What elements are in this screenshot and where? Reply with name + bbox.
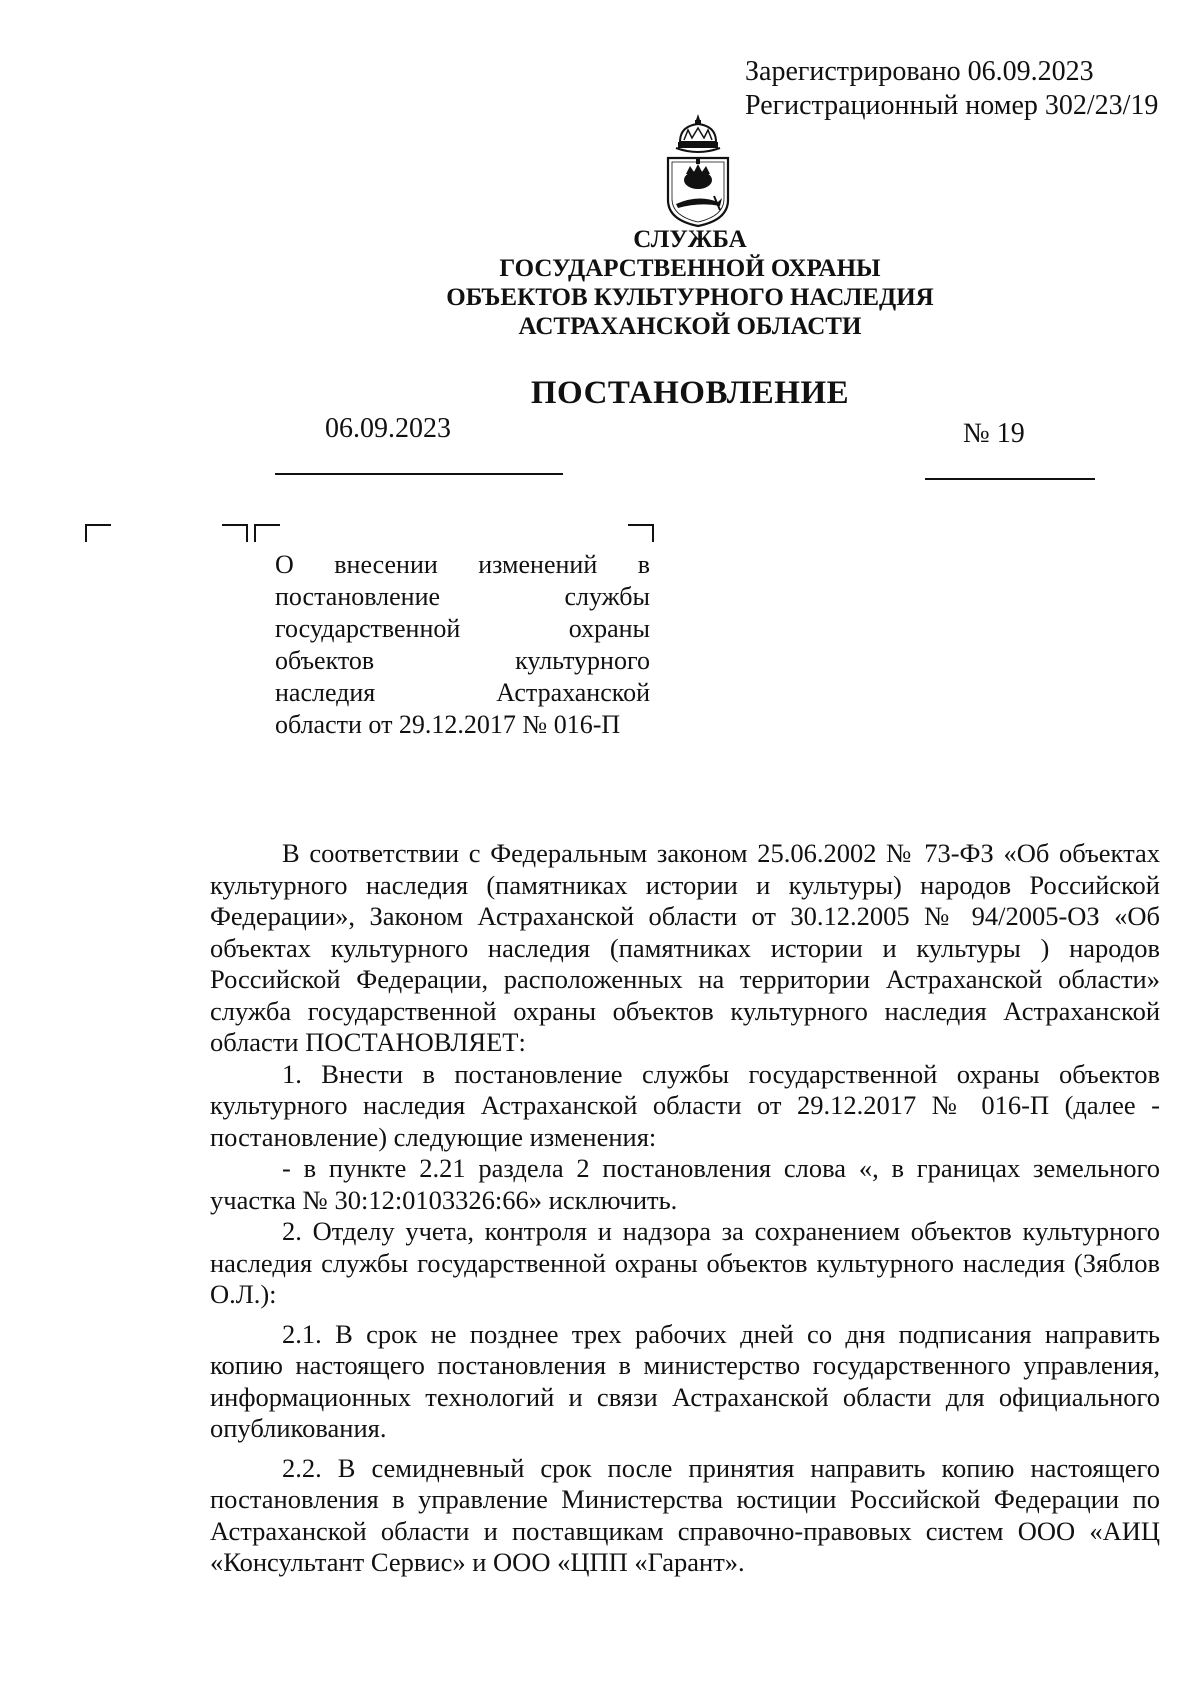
preamble-paragraph: В соответствии с Федеральным законом 25.06.2002 № 73-ФЗ «Об объектах культурного наследия (памятниках истории и культуры) народов Российской Федерации», Законом Астраханской области от 30.12.2005 № 94/2005-ОЗ «Об объектах культурного наследия (памятниках истории и культуры ) народов Российской Федерации, расположенных на территории Астраханской области» служба государственной охраны объектов культурного наследия Астраханской области ПОСТАНОВЛЯЕТ: xyxy=(210,838,1160,1057)
document-subject xyxy=(275,549,650,741)
item-1-paragraph: 1. Внести в постановление службы государственной охраны объектов культурного наследия Астраханской области от 29.12.2017 № 016-П (далее - постановление) следующие изменения: xyxy=(210,1058,1160,1152)
date-underline xyxy=(275,473,563,475)
organization-line-2: ГОСУДАРСТВЕННОЙ ОХРАНЫ xyxy=(499,255,881,282)
item-2-2-paragraph: 2.2. В семидневный срок после принятия направить копию настоящего постановления в управление Министерства юстиции Российской Федерации по Астраханской области и поставщикам справочно-правовых систем ООО «АИЦ «Консультант Сервис» и ООО «ЦПП «Гарант». xyxy=(210,1452,1160,1577)
organization-line-1: СЛУЖБА xyxy=(633,226,747,253)
document-title: ПОСТАНОВЛЕНИЕ xyxy=(530,375,850,411)
subject-line: наследия Астраханской xyxy=(275,678,650,707)
number-underline xyxy=(925,478,1095,480)
item-2-paragraph: 2. Отделу учета, контроля и надзора за сохранением объектов культурного наследия службы государственной охраны объектов культурного наследия (Зяблов О.Л.): xyxy=(210,1216,1160,1309)
item-1-sub-paragraph: - в пункте 2.21 раздела 2 постановления слова «, в границах земельного участка № 30:12:0103326:66» исключить. xyxy=(210,1153,1160,1215)
organization-line-4: АСТРАХАНСКОЙ ОБЛАСТИ xyxy=(518,313,862,340)
document-number: № 19 xyxy=(963,418,1025,449)
registration-number: Регистрационный номер 302/23/19 xyxy=(745,90,1159,121)
document-date: 06.09.2023 xyxy=(325,413,451,444)
astrakhan-coat-of-arms-icon xyxy=(658,112,738,230)
document-body xyxy=(210,838,1160,1579)
subject-line: О внесении изменений в xyxy=(275,550,650,579)
subject-bracket-left xyxy=(254,524,280,542)
organization-line-3: ОБЪЕКТОВ КУЛЬТУРНОГО НАСЛЕДИЯ xyxy=(446,284,934,311)
registration-date: Зарегистрировано 06.09.2023 xyxy=(745,56,1094,87)
subject-line: области от 29.12.2017 № 016-П xyxy=(275,710,621,739)
bracket-top-right xyxy=(222,524,248,542)
subject-bracket-right xyxy=(628,524,654,542)
subject-line: объектов культурного xyxy=(275,646,650,675)
bracket-top-left xyxy=(85,524,111,542)
subject-line: постановление службы xyxy=(275,582,650,611)
item-2-1-paragraph: 2.1. В срок не позднее трех рабочих дней со дня подписания направить копию настоящего постановления в министерство государственного управления, информационных технологий и связи Астраханской области для официального опубликования. xyxy=(210,1318,1160,1443)
subject-line: государственной охраны xyxy=(275,614,650,643)
